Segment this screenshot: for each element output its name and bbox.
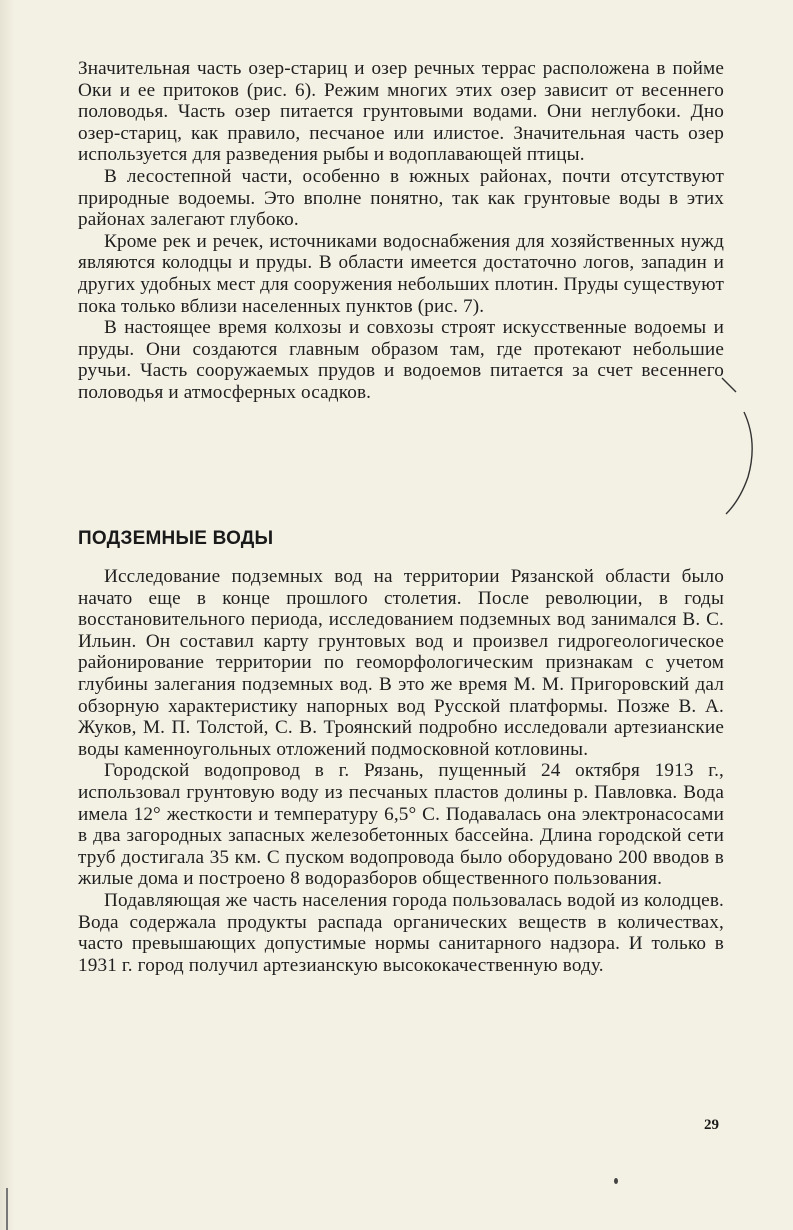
- paragraph-forest-steppe: В лесостепной части, особенно в южных районах, почти отсутствуют природные водоемы. Это вполне понятно, так как грунтовые воды в этих районах залегают глубоко.: [78, 165, 724, 231]
- paragraph-water-supply: Городской водопровод в г. Рязань, пущенный 24 октября 1913 г., использовал грунтовую воду из песчаных пластов долины р. Павловка. Вода имела 12° жесткости и температуру 6,5° С. Подавалась она электронасосами в два загородных запасных железобетонных бассейна. Длина городской сети труб достигала 35 км. С пуском водопровода было оборудовано 200 вводов в жилые дома и построено 8 водоразборов общественного пользования.: [78, 760, 724, 890]
- page-gutter-shadow: [0, 0, 14, 1230]
- page-number: 29: [704, 1117, 719, 1133]
- paragraph-wells-ponds: Кроме рек и речек, источниками водоснабжения для хозяйственных нужд являются колодцы и пруды. В области имеется достаточно логов, западин и других удобных мест для сооружения небольших плотин. Пруды существуют пока только вблизи населенных пунктов (рис. 7).: [78, 230, 724, 317]
- paragraph-artificial-reservoirs: В настоящее время колхозы и совхозы строят искусственные водоемы и пруды. Они создаются главным образом там, где протекают небольшие ручьи. Часть сооружаемых прудов и водоемов питается за счет весеннего половодья и атмосферных осадков.: [78, 317, 724, 403]
- text-block-lower: [78, 566, 724, 976]
- left-edge-line: [6, 1188, 8, 1230]
- paragraph-lakes: Значительная часть озер-стариц и озер речных террас расположена в пойме Оки и ее притоков (рис. 6). Режим многих этих озер зависит от весеннего половодья. Часть озер питается грунтовыми водами. Они неглубоки. Дно озер-стариц, как правило, песчаное или илистое. Значительная часть озер используется для разведения рыбы и водоплавающей птицы.: [78, 58, 724, 166]
- paragraph-wells-usage: Подавляющая же часть населения города пользовалась водой из колодцев. Вода содержала продукты распада органических веществ в количествах, часто превышающих допустимые нормы санитарного надзора. И только в 1931 г. город получил артезианскую высококачественную воду.: [78, 889, 724, 976]
- text-block-upper: [78, 58, 724, 404]
- print-speck: [614, 1178, 618, 1184]
- section-heading: ПОДЗЕМНЫЕ ВОДЫ: [78, 528, 274, 549]
- margin-pencil-mark: [700, 372, 760, 522]
- paragraph-groundwater-research: Исследование подземных вод на территории Рязанской области было начато еще в конце прошлого столетия. После революции, в годы восстановительного периода, исследованием подземных вод занимался В. С. Ильин. Он составил карту грунтовых вод и произвел гидрогеологическое районирование территории по геоморфологическим признакам с учетом глубины залегания подземных вод. В это же время М. М. Пригоровский дал обзорную характеристику напорных вод Русской платформы. Позже В. А. Жуков, М. П. Толстой, С. В. Троянский подробно исследовали артезианские воды каменноугольных отложений подмосковной котловины.: [78, 566, 724, 760]
